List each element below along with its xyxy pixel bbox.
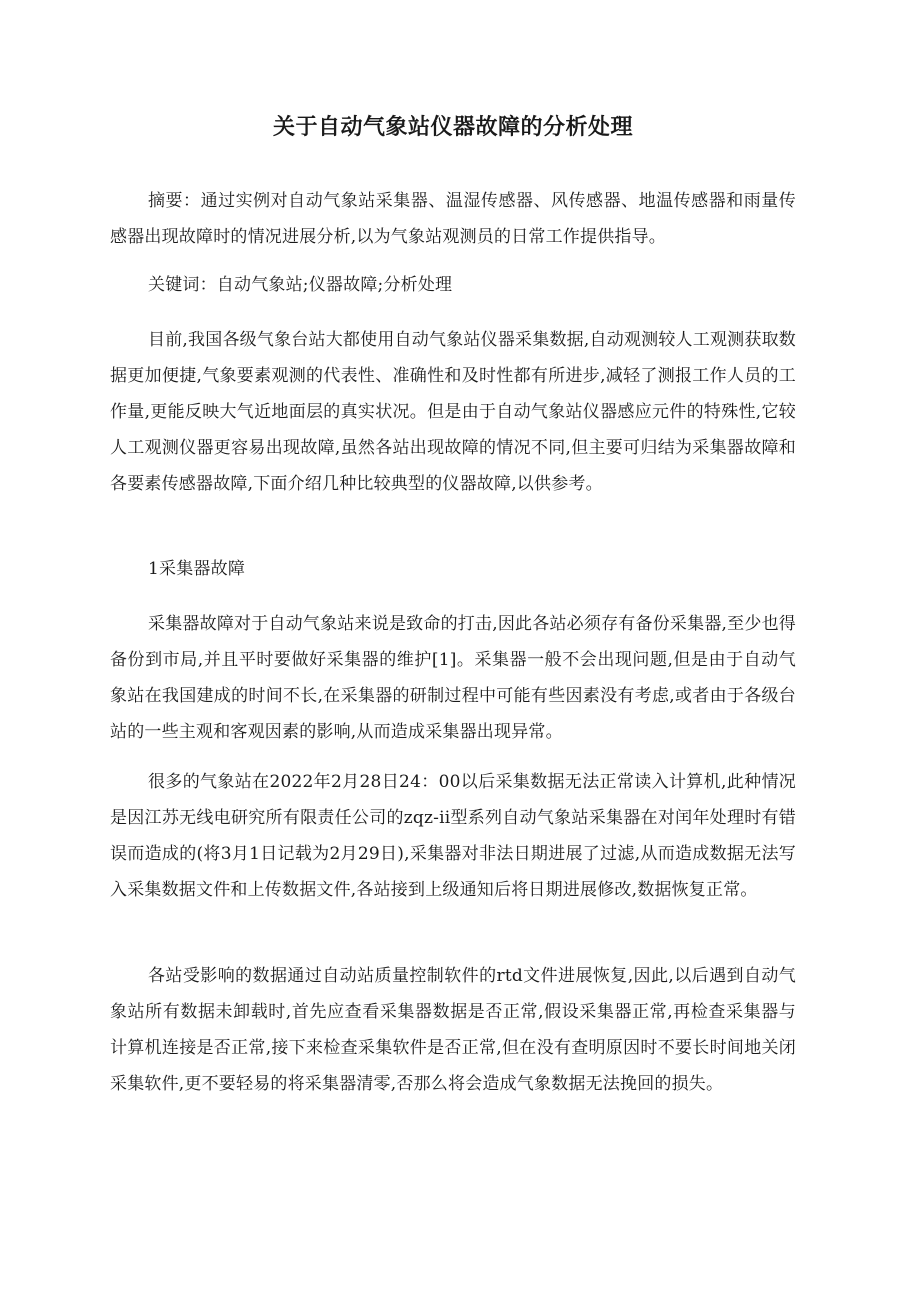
section-heading-collector-fault: 1采集器故障: [148, 559, 246, 579]
document-title: 关于自动气象站仪器故障的分析处理: [272, 115, 633, 140]
keywords-paragraph: 关键词：自动气象站;仪器故障;分析处理: [148, 275, 453, 295]
body-paragraph-leap-year: 很多的气象站在2022年2月28日24：00以后采集数据无法正常读入计算机,此种情况是因江苏无线电研究所有限责任公司的zqz-ii型系列自动气象站采集器在对闰年处理时有错误而造成的(将3月1日记载为2月29日),采集器对非法日期进展了过滤,从而造成数据无法写入采集数据文件和上传数据文件,各站接到上级通知后将日期进展修改,数据恢复正常。: [110, 772, 796, 900]
abstract-paragraph: 摘要：通过实例对自动气象站采集器、温湿传感器、风传感器、地温传感器和雨量传感器出现故障时的情况进展分析,以为气象站观测员的日常工作提供指导。: [110, 191, 796, 247]
body-paragraph-collector: 采集器故障对于自动气象站来说是致命的打击,因此各站必须存有备份采集器,至少也得备份到市局,并且平时要做好采集器的维护[1]。采集器一般不会出现问题,但是由于自动气象站在我国建成的时间不长,在采集器的研制过程中可能有些因素没有考虑,或者由于各级台站的一些主观和客观因素的影响,从而造成采集器出现异常。: [110, 614, 796, 742]
body-paragraph-recovery: 各站受影响的数据通过自动站质量控制软件的rtd文件进展恢复,因此,以后遇到自动气象站所有数据未卸载时,首先应查看采集器数据是否正常,假设采集器正常,再检查采集器与计算机连接是否正常,接下来检查采集软件是否正常,但在没有查明原因时不要长时间地关闭采集软件,更不要轻易的将采集器清零,否那么将会造成气象数据无法挽回的损失。: [110, 966, 796, 1094]
body-paragraph-intro: 目前,我国各级气象台站大都使用自动气象站仪器采集数据,自动观测较人工观测获取数据更加便捷,气象要素观测的代表性、准确性和及时性都有所进步,减轻了测报工作人员的工作量,更能反映大气近地面层的真实状况。但是由于自动气象站仪器感应元件的特殊性,它较人工观测仪器更容易出现故障,虽然各站出现故障的情况不同,但主要可归结为采集器故障和各要素传感器故障,下面介绍几种比较典型的仪器故障,以供参考。: [110, 330, 796, 494]
